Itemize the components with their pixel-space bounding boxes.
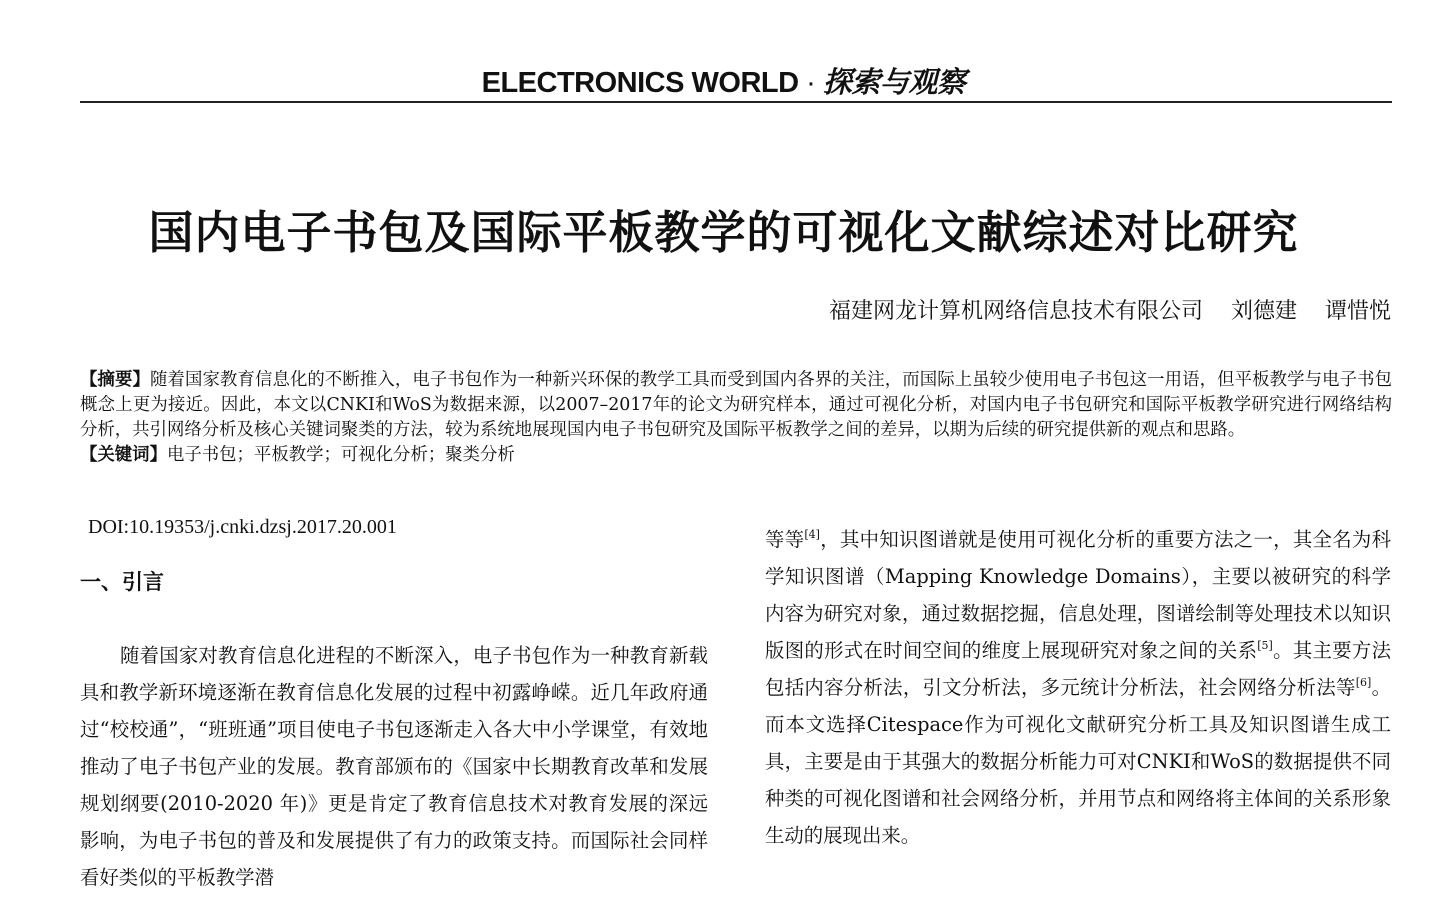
body-text: 。而本文选择Citespace作为可视化文献研究分析工具及知识图谱生成工具，主要是由于其强大的数据分析能力可对CNKI和WoS的数据提供不同种类的可视化图谱和社会网络分析，并用节点和网络将主体间的关系形象生动的展现出来。	[765, 676, 1392, 847]
doi: DOI:10.19353/j.cnki.dzsj.2017.20.001	[88, 516, 397, 538]
body-paragraph-right	[765, 521, 1391, 854]
abstract-label: 【摘要】	[80, 370, 150, 390]
abstract-text: 随着国家教育信息化的不断推入，电子书包作为一种新兴环保的教学工具而受到国内各界的关注，而国际上虽较少使用电子书包这一用语，但平板教学与电子书包概念上更为接近。因此，本文以CNKI和WoS为数据来源，以2007–2017年的论文为研究样本，通过可视化分析，对国内电子书包研究和国际平板教学研究进行网络结构分析，共引网络分析及核心关键词聚类的方法，较为系统地展现国内电子书包研究及国际平板教学之间的差异，以期为后续的研究提供新的观点和思路。	[80, 370, 1392, 440]
citation-ref: [5]	[1257, 639, 1273, 652]
citation-ref: [6]	[1355, 676, 1372, 689]
abstract	[80, 368, 1392, 443]
header-separator: ·	[798, 67, 823, 99]
affiliation: 福建网龙计算机网络信息技术有限公司	[828, 299, 1203, 324]
body-text: ，其中知识图谱就是使用可视化分析的重要方法之一，其全名为科学知识图谱（Mapping Knowledge Domains），主要以被研究的科学内容为研究对象，通过数据挖掘，信息处理，图谱绘制等处理技术以知识版图的形式在时间空间的维度上展现研究对象之间的关系	[765, 528, 1392, 662]
body-text: 等等	[765, 528, 805, 551]
author: 谭惜悦	[1324, 299, 1391, 324]
byline	[829, 294, 1391, 325]
citation-ref: [4]	[804, 528, 820, 541]
keywords-text: 电子书包；平板教学；可视化分析；聚类分析	[166, 445, 515, 465]
keywords-label: 【关键词】	[80, 445, 167, 465]
journal-section: 探索与观察	[822, 67, 966, 99]
body-text: 。其主要方法包括内容分析法，引文分析法，多元统计分析法，社会网络分析法等	[765, 639, 1392, 699]
section-heading: 一、引言	[80, 570, 164, 594]
article-title: 国内电子书包及国际平板教学的可视化文献综述对比研究	[148, 206, 1299, 259]
author: 刘德建	[1230, 299, 1297, 324]
body-paragraph-left: 随着国家对教育信息化进程的不断深入，电子书包作为一种教育新载具和教学新环境逐渐在教育信息化发展的过程中初露峥嵘。近几年政府通过“校校通”，“班班通”项目使电子书包逐渐走入各大中小学课堂，有效地推动了电子书包产业的发展。教育部颁布的《国家中长期教育改革和发展规划纲要(2010-2020 年)》更是肯定了教育信息技术对教育发展的深远影响，为电子书包的普及和发展提供了有力的政策支持。而国际社会同样看好类似的平板教学潜	[80, 644, 708, 889]
keywords	[80, 443, 1392, 468]
running-header	[0, 60, 1447, 101]
journal-name: ELECTRONICS WORLD	[481, 67, 799, 99]
abstract-block	[80, 368, 1392, 468]
header-rule	[80, 101, 1392, 103]
